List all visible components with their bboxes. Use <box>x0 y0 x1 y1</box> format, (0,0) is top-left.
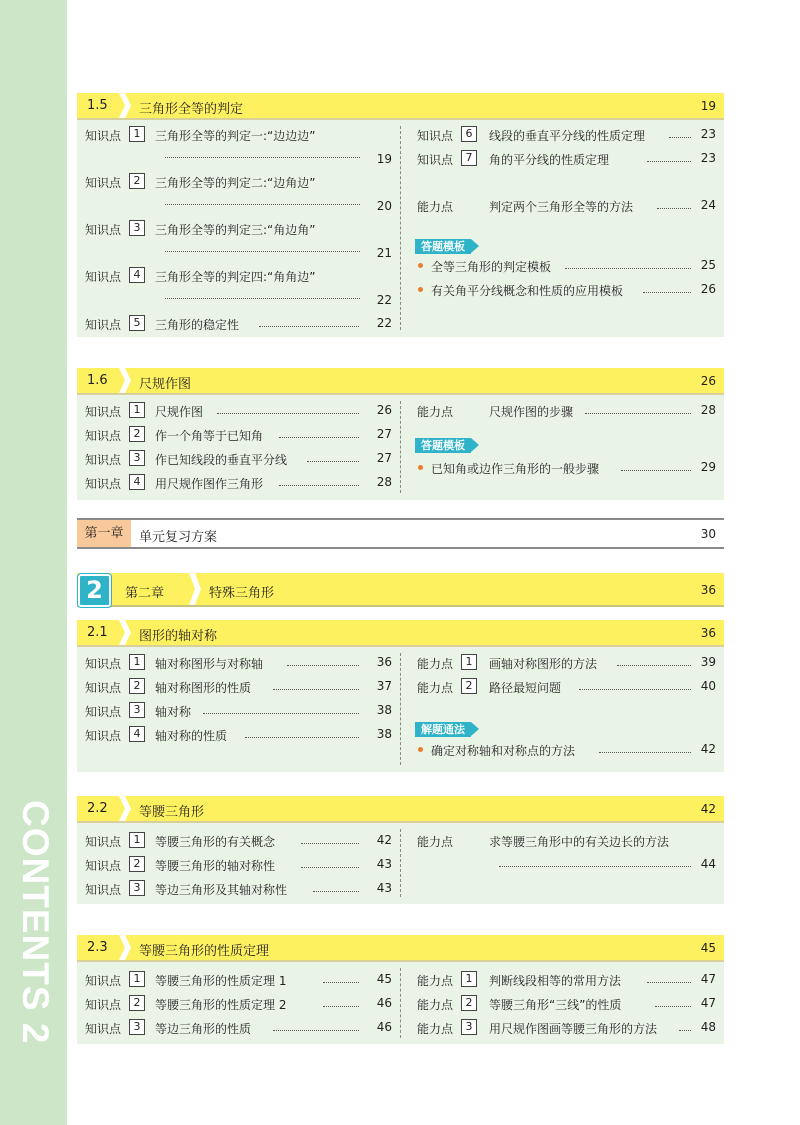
toc-entry[interactable]: 能力点 判定两个三角形全等的方法 24 <box>417 198 716 214</box>
chevron-icon <box>119 935 131 960</box>
review-label: 第一章 <box>77 520 131 547</box>
toc-entry[interactable]: 有关角平分线概念和性质的应用模板 26 <box>431 282 716 298</box>
toc-entry[interactable]: 知识点 2 等腰三角形的性质定理 2 46 <box>85 996 392 1012</box>
section-title: 尺规作图 <box>139 377 192 392</box>
contents-side-label: CONTENTS 2 <box>15 800 56 1045</box>
toc-entry[interactable]: 知识点 3 三角形全等的判定三:“角边角” 21 <box>85 221 392 260</box>
section-page: 19 <box>700 99 716 113</box>
section-number: 2.3 <box>87 940 108 955</box>
section-header <box>77 93 724 120</box>
chevron-icon <box>189 573 201 605</box>
toc-entry[interactable]: 知识点 1 等腰三角形的性质定理 1 45 <box>85 972 392 988</box>
section-number: 2.2 <box>87 801 108 816</box>
section-number: 1.6 <box>87 373 108 388</box>
section-title: 等腰三角形的性质定理 <box>139 944 270 959</box>
toc-entry[interactable]: 知识点 4 用尺规作图作三角形 28 <box>85 475 392 491</box>
chevron-icon <box>119 93 131 118</box>
answer-template-tag: 答题模板 <box>415 239 471 254</box>
toc-entry[interactable]: 知识点 4 轴对称的性质 38 <box>85 727 392 743</box>
section-number: 2.1 <box>87 625 108 640</box>
toc-entry[interactable]: 知识点 3 等边三角形的性质 46 <box>85 1020 392 1036</box>
chapter-review-row[interactable] <box>77 518 724 549</box>
toc-entry[interactable]: 知识点 4 三角形全等的判定四:“角角边” 22 <box>85 268 392 307</box>
section-title: 图形的轴对称 <box>139 629 218 644</box>
answer-template-tag: 答题模板 <box>415 438 471 453</box>
section-2-1 <box>77 620 724 772</box>
chapter-number-badge: 2 <box>78 574 111 607</box>
review-title: 单元复习方案 <box>139 530 218 545</box>
section-page: 45 <box>700 941 716 955</box>
toc-entry[interactable]: 确定对称轴和对称点的方法 42 <box>431 742 716 758</box>
section-1-6 <box>77 368 724 500</box>
section-title: 三角形全等的判定 <box>139 102 244 117</box>
toc-entry[interactable]: 知识点 3 作已知线段的垂直平分线 27 <box>85 451 392 467</box>
toc-entry[interactable]: 能力点 2 路径最短问题 40 <box>417 679 716 695</box>
section-page: 26 <box>700 374 716 388</box>
toc-entry[interactable]: 能力点 3 用尺规作图画等腰三角形的方法 48 <box>417 1020 716 1036</box>
toc-entry[interactable]: 知识点 6 线段的垂直平分线的性质定理 23 <box>417 127 716 143</box>
toc-entry[interactable]: 知识点 2 三角形全等的判定二:“边角边” 20 <box>85 174 392 213</box>
chevron-icon <box>119 796 131 821</box>
section-body <box>77 962 724 1044</box>
section-header <box>77 620 724 647</box>
toc-entry[interactable]: 能力点 2 等腰三角形“三线”的性质 47 <box>417 996 716 1012</box>
section-page: 42 <box>700 802 716 816</box>
toc-entry[interactable]: 全等三角形的判定模板 25 <box>431 258 716 274</box>
section-number: 1.5 <box>87 98 108 113</box>
toc-entry[interactable]: 能力点 求等腰三角形中的有关边长的方法 44 <box>417 835 716 871</box>
toc-entry[interactable]: 能力点 1 画轴对称图形的方法 39 <box>417 655 716 671</box>
toc-entry[interactable]: 能力点 1 判断线段相等的常用方法 47 <box>417 972 716 988</box>
review-page: 30 <box>700 527 716 541</box>
section-page: 36 <box>700 626 716 640</box>
toc-entry[interactable]: 知识点 3 轴对称 38 <box>85 703 392 719</box>
section-body <box>77 395 724 500</box>
toc-entry[interactable]: 知识点 1 三角形全等的判定一:“边边边” 19 <box>85 127 392 166</box>
toc-entry[interactable]: 知识点 2 轴对称图形的性质 37 <box>85 679 392 695</box>
section-body <box>77 120 724 337</box>
section-title: 等腰三角形 <box>139 805 205 820</box>
section-header <box>77 796 724 823</box>
section-body <box>77 823 724 904</box>
toc-entry[interactable]: 知识点 1 等腰三角形的有关概念 42 <box>85 833 392 849</box>
chapter-page: 36 <box>700 583 716 597</box>
section-2-3 <box>77 935 724 1044</box>
section-2-2 <box>77 796 724 904</box>
section-body <box>77 647 724 772</box>
section-header <box>77 368 724 395</box>
section-1-5 <box>77 93 724 337</box>
chevron-icon <box>119 620 131 645</box>
chevron-icon <box>119 368 131 393</box>
chapter-2-header[interactable] <box>77 573 724 607</box>
section-header <box>77 935 724 962</box>
toc-entry[interactable]: 已知角或边作三角形的一般步骤 29 <box>431 460 716 476</box>
toc-entry[interactable]: 知识点 5 三角形的稳定性 22 <box>85 316 392 332</box>
chapter-title: 特殊三角形 <box>209 586 275 601</box>
method-tag: 解题通法 <box>415 722 471 737</box>
chapter-label: 第二章 <box>125 586 165 601</box>
toc-entry[interactable]: 知识点 3 等边三角形及其轴对称性 43 <box>85 881 392 897</box>
toc-entry[interactable]: 知识点 1 尺规作图 26 <box>85 403 392 419</box>
toc-entry[interactable]: 能力点 尺规作图的步骤 28 <box>417 403 716 419</box>
toc-entry[interactable]: 知识点 1 轴对称图形与对称轴 36 <box>85 655 392 671</box>
toc-entry[interactable]: 知识点 7 角的平分线的性质定理 23 <box>417 151 716 167</box>
toc-entry[interactable]: 知识点 2 作一个角等于已知角 27 <box>85 427 392 443</box>
toc-entry[interactable]: 知识点 2 等腰三角形的轴对称性 43 <box>85 857 392 873</box>
